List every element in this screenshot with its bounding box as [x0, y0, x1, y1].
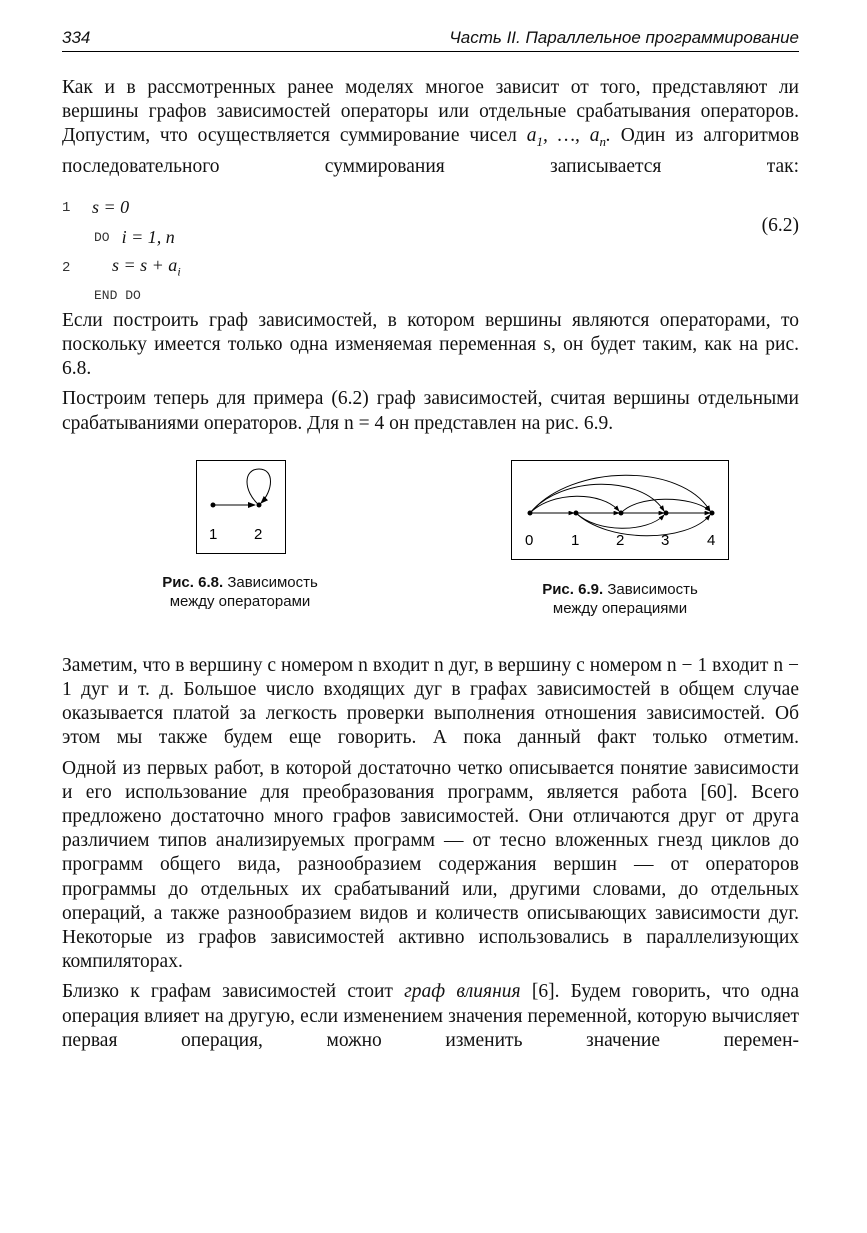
- label-1: 1: [571, 531, 580, 549]
- label-1: 1: [209, 525, 218, 543]
- paragraph-4: Заметим, что в вершину с номером n входит n дуг, в вершину с номером n − 1 входит n − 1 дуг и т. д. Большое число входящих дуг в графах зависимостей в общем случае оказывается платой за легкость проверки выполнения отношения зависимостей. Об этом мы также будем еще говорить. А пока данный факт только отметим.: [62, 654, 799, 749]
- paragraph-3: Построим теперь для примера (6.2) граф зависимостей, считая вершины отдельными срабатываниями операторов. Для n = 4 он представлен на рис. 6.9.: [62, 388, 799, 434]
- figure-6-8: [196, 460, 286, 554]
- equation-number: (6.2): [761, 214, 799, 236]
- paragraph-1: Как и в рассмотренных ранее моделях многое зависит от того, представляют ли вершины графов зависимостей операторы или отдельные срабатывания операторов. Допустим, что осуществляется суммирование чисел $a_1$, …, $a_n$. Один из алгоритмов последовательного суммирования записывается так:: [62, 77, 800, 177]
- term-influence-graph: граф влияния: [404, 981, 521, 1003]
- dependency-graph-operations: [512, 461, 728, 559]
- caption-6-9: Рис. 6.9. Зависимость между операциями: [542, 580, 698, 617]
- node-1: [211, 502, 216, 507]
- line-number: 2: [62, 259, 71, 276]
- code-listing: 1 s = 0 DO i = 1, n 2 $s = s + a_i$ END DO (6.2): [62, 197, 799, 304]
- label-0: 0: [525, 531, 534, 549]
- code-line-2: s = s + a: [112, 255, 178, 276]
- code-line-do: i = 1, n: [121, 227, 175, 248]
- paragraph-5: Одной из первых работ, в которой достаточно четко описывается понятие зависимости и его использование для преобразования программ, является работа [60]. Всего предложено достаточно много графов зависимостей. Они отличаются друг от друга различием типов анализируемых программ — от тесно вложенных гнезд циклов до программ общего вида, разнообразием содержания вершин — от операторов программы до отдельных их срабатываний или, другими словами, до отдельных операций, а также разнообразием видов и количеств описывающих зависимости дуг. Некоторые из графов зависимостей активно использовались в параллелизующих компиляторах.: [62, 757, 799, 973]
- page-header: [62, 22, 799, 52]
- figure-6-9: [511, 460, 729, 560]
- label-4: 4: [707, 531, 716, 549]
- page-number: 334: [62, 28, 91, 47]
- line-number: 1: [62, 199, 71, 216]
- label-2: 2: [616, 531, 625, 549]
- sum-variables: $a_1$, …, $a_n$.: [526, 125, 611, 150]
- code-line-1: s = 0: [92, 197, 130, 218]
- dependency-graph-operators: [197, 461, 285, 553]
- paragraph-6: Близко к графам зависимостей стоит граф влияния [6]. Будем говорить, что одна операция влияет на другую, если изменением значения переменной, которую вычисляет первая операция, можно изменить значение перемен-: [62, 981, 800, 1051]
- figures: [62, 460, 799, 650]
- caption-6-8: Рис. 6.8. Зависимость между операторами: [162, 573, 318, 610]
- running-title: Часть II. Параллельное программирование: [449, 28, 799, 47]
- label-2: 2: [254, 525, 263, 543]
- self-loop: [247, 469, 271, 505]
- keyword-do: DO: [94, 230, 110, 246]
- label-3: 3: [661, 531, 670, 549]
- page: [62, 22, 799, 1053]
- paragraph-2: Если построить граф зависимостей, в котором вершины являются операторами, то поскольку имеется только одна изменяемая переменная s, он будет таким, как на рис. 6.8.: [62, 309, 799, 380]
- keyword-end-do: END DO: [94, 288, 141, 304]
